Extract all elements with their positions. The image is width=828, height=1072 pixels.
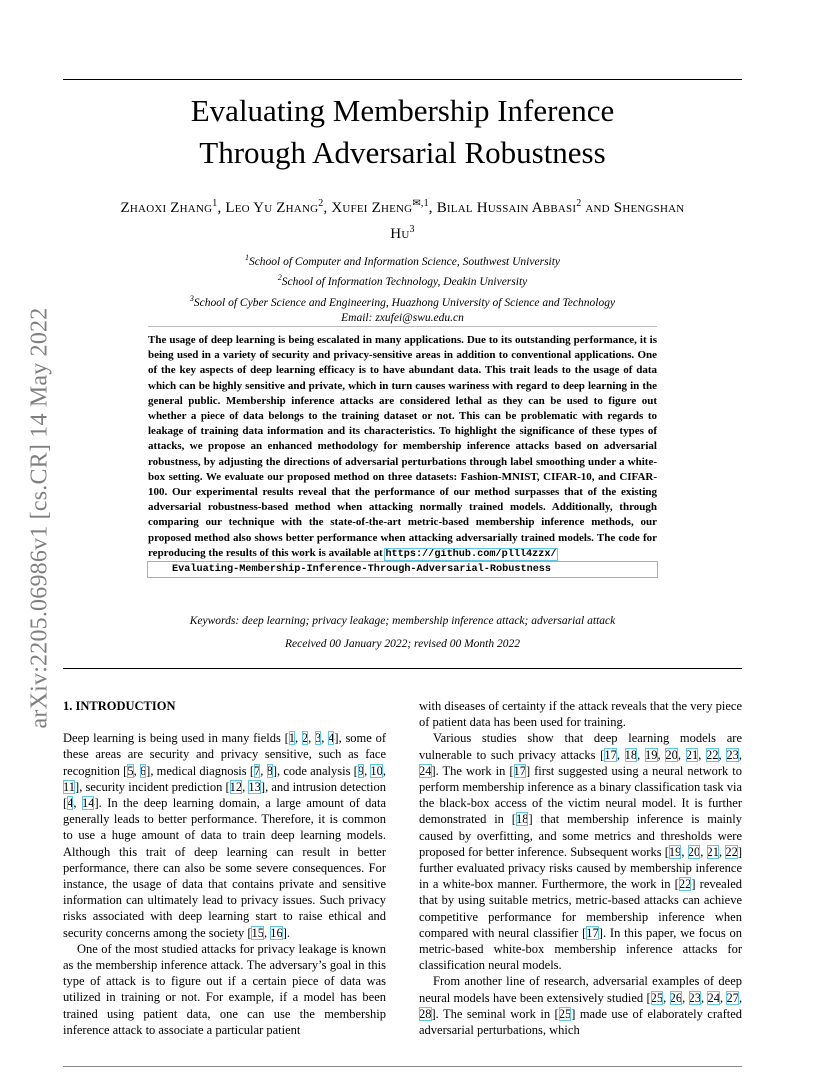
body-rule: [63, 668, 742, 669]
paragraph: with diseases of certainty if the attack reveals that the very piece of patient data has been used for training.: [419, 699, 742, 730]
right-column: [419, 698, 742, 1038]
author-sup: 2: [318, 198, 324, 209]
author-sup: 2: [576, 198, 582, 209]
paper-title: [63, 90, 742, 174]
code-link-text[interactable]: Evaluating-Membership-Inference-Through-Adversarial-Robustness: [172, 564, 552, 576]
code-link-continued[interactable]: [148, 562, 657, 577]
received-dates: Received 00 January 2022; revised 00 Month 2022: [285, 638, 520, 650]
section-heading: 1. INTRODUCTION: [63, 699, 176, 713]
author-name: Shengshan Hu: [390, 200, 685, 242]
affiliation-sup: 2: [277, 273, 282, 283]
code-link[interactable]: https://github.com/plll4zzx/: [385, 548, 557, 560]
left-column: [63, 698, 386, 1038]
author-name: Bilal Hussain Abbasi: [436, 200, 577, 216]
affiliation-text: School of Cyber Science and Engineering, Huazhong University of Science and Technology: [193, 296, 616, 309]
keywords: Keywords: deep learning; privacy leakage; membership inference attack; adversarial attack: [189, 615, 616, 627]
paragraph: One of the most studied attacks for privacy leakage is known as the membership inference attack. The adversary’s goal in this type of attack is to figure out if a certain piece of data was utilized in training or not. For example, if a model has been trained using patient data, one can use the membership inference attack to associate a particular patient: [63, 941, 386, 1037]
bottom-rule: [63, 1066, 742, 1067]
author-sup: 3: [409, 224, 415, 235]
affiliation-text: School of Information Technology, Deakin University: [281, 276, 528, 289]
author-sup: ✉,1: [412, 198, 429, 209]
arxiv-identifier: arXiv:2205.06986v1 [cs.CR] 14 May 2022: [26, 307, 53, 729]
author-list: Zhaoxi Zhang$^1$, Leo Yu Zhang$^2$, Xufei Zheng$^{✉,1}$, Bilal Hussain Abbasi$^2$ and Shengshan Hu$^3$: [120, 198, 685, 242]
author-name: Xufei Zheng: [331, 200, 413, 216]
author-and: and: [585, 200, 610, 216]
affiliations: [63, 250, 742, 326]
author-sup: 1: [212, 198, 218, 209]
abstract-rule: [148, 326, 657, 327]
affiliation-3: [63, 291, 742, 311]
affiliation-sup: 3: [189, 293, 194, 303]
affiliation-2: [63, 270, 742, 290]
title-line-1: Evaluating Membership Inference: [190, 93, 615, 128]
abstract-text: The usage of deep learning is being escalated in many applications. Due to its outstanding performance, it is being used in a variety of security and privacy-sensitive areas in addition to conventional applications. One of the key aspects of deep learning efficacy is to have abundant data. This trait leads to the usage of data which can be highly sensitive and private, which in turn causes wariness with regard to deep learning in the general public. Membership inference attacks are considered lethal as they can be used to figure out whether a piece of data belongs to the training dataset or not. This can be problematic with regards to leakage of training data information and its characteristics. To highlight the significance of these types of attacks, we propose an enhanced methodology for membership inference attacks based on adversarial robustness, by adjusting the directions of adversarial perturbations through label smoothing under a white-box setting. We evaluate our proposed method on three datasets: Fashion-MNIST, CIFAR-10, and CIFAR-100. Our experimental results reveal that the performance of our method surpasses that of the existing adversarial robustness-based method when attacking normally trained models. Additionally, through comparing our technique with the state-of-the-art metric-based membership inference methods, our proposed method also shows better performance when attacking adversarially trained models. The code for reproducing the results of this work is available at: [148, 334, 657, 559]
affiliation-sup: 1: [244, 253, 249, 262]
author-name: Zhaoxi Zhang: [120, 200, 213, 216]
affiliation-1: [63, 250, 742, 270]
top-rule: [63, 79, 742, 80]
email: Email: zxufei@swu.edu.cn: [341, 311, 464, 324]
abstract: [148, 333, 657, 577]
paragraph: Deep learning is being used in many fields [1, 2, 3, 4], some of these areas are security and privacy sensitive, such as face recognition [5, 6], medical diagnosis [7, 8], code analysis [9, 10, 11], security incident prediction [12, 13], and intrusion detection [4, 14]. In the deep learning domain, a large amount of data generally leads to better performance. Therefore, it is common to use a huge amount of data to train deep learning models. Although this trait of deep learning can result in better performance, there can also be some severe consequences. For instance, the usage of data that contains private and sensitive information can ultimately lead to privacy issues. Such privacy risks associated with deep learning start to raise ethical and security concerns among the society [15, 16].: [63, 731, 387, 940]
author-name: Leo Yu Zhang: [225, 200, 319, 216]
arxiv-sidebar: [14, 278, 66, 758]
affiliation-text: School of Computer and Information Science, Southwest University: [248, 255, 561, 268]
paragraph: From another line of research, adversarial examples of deep neural models have been extensively studied [25, 26, 23, 24, 27, 28]. The seminal work in [25] made use of elaborately crafted adversarial perturbations, which: [419, 974, 743, 1038]
title-line-2: Through Adversarial Robustness: [199, 135, 606, 170]
paragraph: Various studies show that deep learning models are vulnerable to such privacy attacks [17, 18, 19, 20, 21, 22, 23, 24]. The work in [17] first suggested using a neural network to perform membership inference as a binary classification task via the black-box access of the victim neural model. It is further demonstrated in [18] that membership inference is mainly caused by overfitting, and some metrics and thresholds were proposed for better inference. Subsequent works [19, 20, 21, 22] further evaluated privacy risks caused by membership inference in a white-box manner. Furthermore, the work in [22] revealed that by using suitable metrics, metric-based attacks can achieve competitive performance for membership inference when compared with neural classifier [17]. In this paper, we focus on metric-based white-box membership inference attacks for classification neural models.: [419, 731, 743, 973]
